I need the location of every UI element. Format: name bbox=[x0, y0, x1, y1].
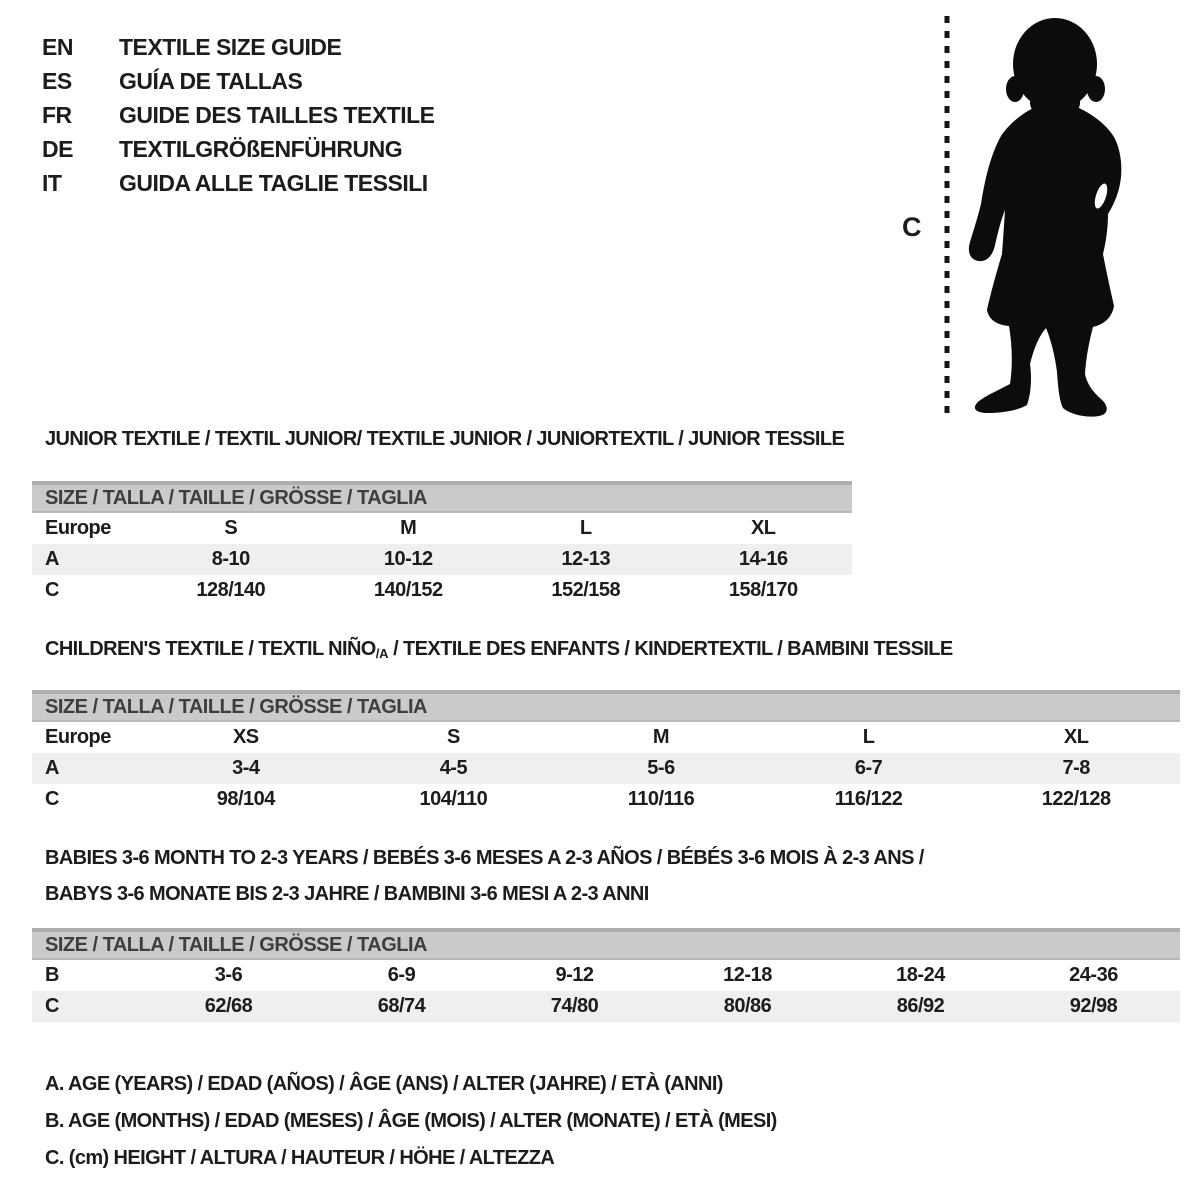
table-row-europe bbox=[32, 722, 1180, 753]
row-label: B bbox=[45, 964, 59, 986]
junior-size-table bbox=[32, 481, 852, 606]
age-cell: 14-16 bbox=[738, 548, 788, 570]
height-cell: 80/86 bbox=[723, 995, 772, 1017]
lang-code-de: DE bbox=[42, 135, 73, 162]
lang-title-es: GUÍA DE TALLAS bbox=[119, 67, 303, 94]
legend-line-a: A. AGE (YEARS) / EDAD (AÑOS) / ÂGE (ANS) / ALTER (JAHRE) / ETÀ (ANNI) bbox=[45, 1073, 723, 1095]
height-measure-label: C bbox=[902, 212, 921, 242]
months-cell: 3-6 bbox=[214, 964, 243, 986]
size-cell: XL bbox=[750, 517, 776, 539]
table-row-height bbox=[32, 991, 1180, 1022]
toddler-silhouette-icon bbox=[957, 12, 1137, 422]
age-cell: 5-6 bbox=[647, 757, 675, 779]
legend-block bbox=[45, 1066, 777, 1177]
age-cell: 3-4 bbox=[232, 757, 260, 779]
lang-row-fr bbox=[42, 98, 435, 132]
height-cell: 116/122 bbox=[834, 788, 903, 810]
size-cell: L bbox=[579, 517, 592, 539]
title-part-before: CHILDREN'S TEXTILE / TEXTIL NIÑO bbox=[45, 638, 376, 660]
months-cell: 18-24 bbox=[896, 964, 945, 986]
table-row-age bbox=[32, 544, 852, 575]
size-cell: XL bbox=[1063, 726, 1089, 748]
lang-code-it: IT bbox=[42, 169, 62, 196]
size-header-babies: SIZE / TALLA / TAILLE / GRÖSSE / TAGLIA bbox=[32, 928, 1180, 960]
age-cell: 8-10 bbox=[211, 548, 250, 570]
lang-title-de: TEXTILGRÖßENFÜHRUNG bbox=[119, 135, 403, 162]
size-header-junior: SIZE / TALLA / TAILLE / GRÖSSE / TAGLIA bbox=[32, 481, 852, 513]
title-part-sub: /A bbox=[375, 646, 389, 661]
row-label: C bbox=[45, 788, 59, 810]
size-cell: L bbox=[862, 726, 875, 748]
babies-title-line-1: BABIES 3-6 MONTH TO 2-3 YEARS / BEBÉS 3-6 MESES A 2-3 AÑOS / BÉBÉS 3-6 MOIS À 2-3 ANS / bbox=[45, 847, 924, 869]
height-cell: 86/92 bbox=[896, 995, 945, 1017]
lang-title-fr: GUIDE DES TAILLES TEXTILE bbox=[119, 101, 435, 128]
children-size-table bbox=[32, 690, 1180, 815]
lang-title-en: TEXTILE SIZE GUIDE bbox=[119, 33, 342, 60]
height-cell: 62/68 bbox=[204, 995, 253, 1017]
row-label: Europe bbox=[45, 517, 111, 539]
height-cell: 140/152 bbox=[373, 579, 443, 601]
lang-title-it: GUIDA ALLE TAGLIE TESSILI bbox=[119, 169, 428, 196]
height-cell: 98/104 bbox=[216, 788, 275, 810]
legend-line-b: B. AGE (MONTHS) / EDAD (MESES) / ÂGE (MOIS) / ALTER (MONATE) / ETÀ (MESI) bbox=[45, 1110, 777, 1132]
age-cell: 10-12 bbox=[383, 548, 433, 570]
section-title-children bbox=[45, 638, 953, 661]
row-label: Europe bbox=[45, 726, 111, 748]
row-label: C bbox=[45, 995, 59, 1017]
legend-line-c: C. (cm) HEIGHT / ALTURA / HAUTEUR / HÖHE / ALTEZZA bbox=[45, 1147, 555, 1169]
height-cell: 152/158 bbox=[551, 579, 621, 601]
months-cell: 9-12 bbox=[555, 964, 594, 986]
table-row-height bbox=[32, 575, 852, 606]
age-cell: 4-5 bbox=[439, 757, 468, 779]
table-row-months bbox=[32, 960, 1180, 991]
size-header-children: SIZE / TALLA / TAILLE / GRÖSSE / TAGLIA bbox=[32, 690, 1180, 722]
height-cell: 110/116 bbox=[627, 788, 695, 810]
size-cell: S bbox=[446, 726, 460, 748]
height-cell: 158/170 bbox=[728, 579, 798, 601]
section-title-junior: JUNIOR TEXTILE / TEXTIL JUNIOR/ TEXTILE JUNIOR / JUNIORTEXTIL / JUNIOR TESSILE bbox=[45, 428, 845, 450]
height-cell: 74/80 bbox=[550, 995, 599, 1017]
age-cell: 7-8 bbox=[1062, 757, 1090, 779]
lang-row-es bbox=[42, 64, 435, 98]
months-cell: 24-36 bbox=[1069, 964, 1118, 986]
table-row-height bbox=[32, 784, 1180, 815]
language-title-block bbox=[42, 30, 435, 200]
row-label: C bbox=[45, 579, 59, 601]
size-cell: M bbox=[652, 726, 670, 748]
lang-code-en: EN bbox=[42, 33, 73, 60]
age-cell: 6-7 bbox=[854, 757, 883, 779]
age-cell: 12-13 bbox=[561, 548, 611, 570]
lang-row-de bbox=[42, 132, 435, 166]
section-title-babies bbox=[45, 840, 924, 912]
height-cell: 92/98 bbox=[1069, 995, 1118, 1017]
size-cell: XS bbox=[232, 726, 259, 748]
lang-row-en bbox=[42, 30, 435, 64]
table-row-age bbox=[32, 753, 1180, 784]
height-cell: 104/110 bbox=[419, 788, 488, 810]
height-cell: 128/140 bbox=[196, 579, 266, 601]
title-part-after: / TEXTILE DES ENFANTS / KINDERTEXTIL / BAMBINI TESSILE bbox=[388, 638, 953, 660]
height-cell: 122/128 bbox=[1041, 788, 1111, 810]
babies-title-line-2: BABYS 3-6 MONATE BIS 2-3 JAHRE / BAMBINI 3-6 MESI A 2-3 ANNI bbox=[45, 883, 649, 905]
lang-code-es: ES bbox=[42, 67, 72, 94]
row-label: A bbox=[45, 757, 59, 779]
height-cell: 68/74 bbox=[377, 995, 426, 1017]
size-cell: M bbox=[400, 517, 417, 539]
table-row-europe bbox=[32, 513, 852, 544]
lang-code-fr: FR bbox=[42, 101, 72, 128]
months-cell: 6-9 bbox=[387, 964, 416, 986]
row-label: A bbox=[45, 548, 59, 570]
babies-size-table bbox=[32, 928, 1180, 1022]
months-cell: 12-18 bbox=[723, 964, 772, 986]
height-dashed-line bbox=[944, 16, 950, 418]
lang-row-it bbox=[42, 166, 435, 200]
size-cell: S bbox=[224, 517, 238, 539]
